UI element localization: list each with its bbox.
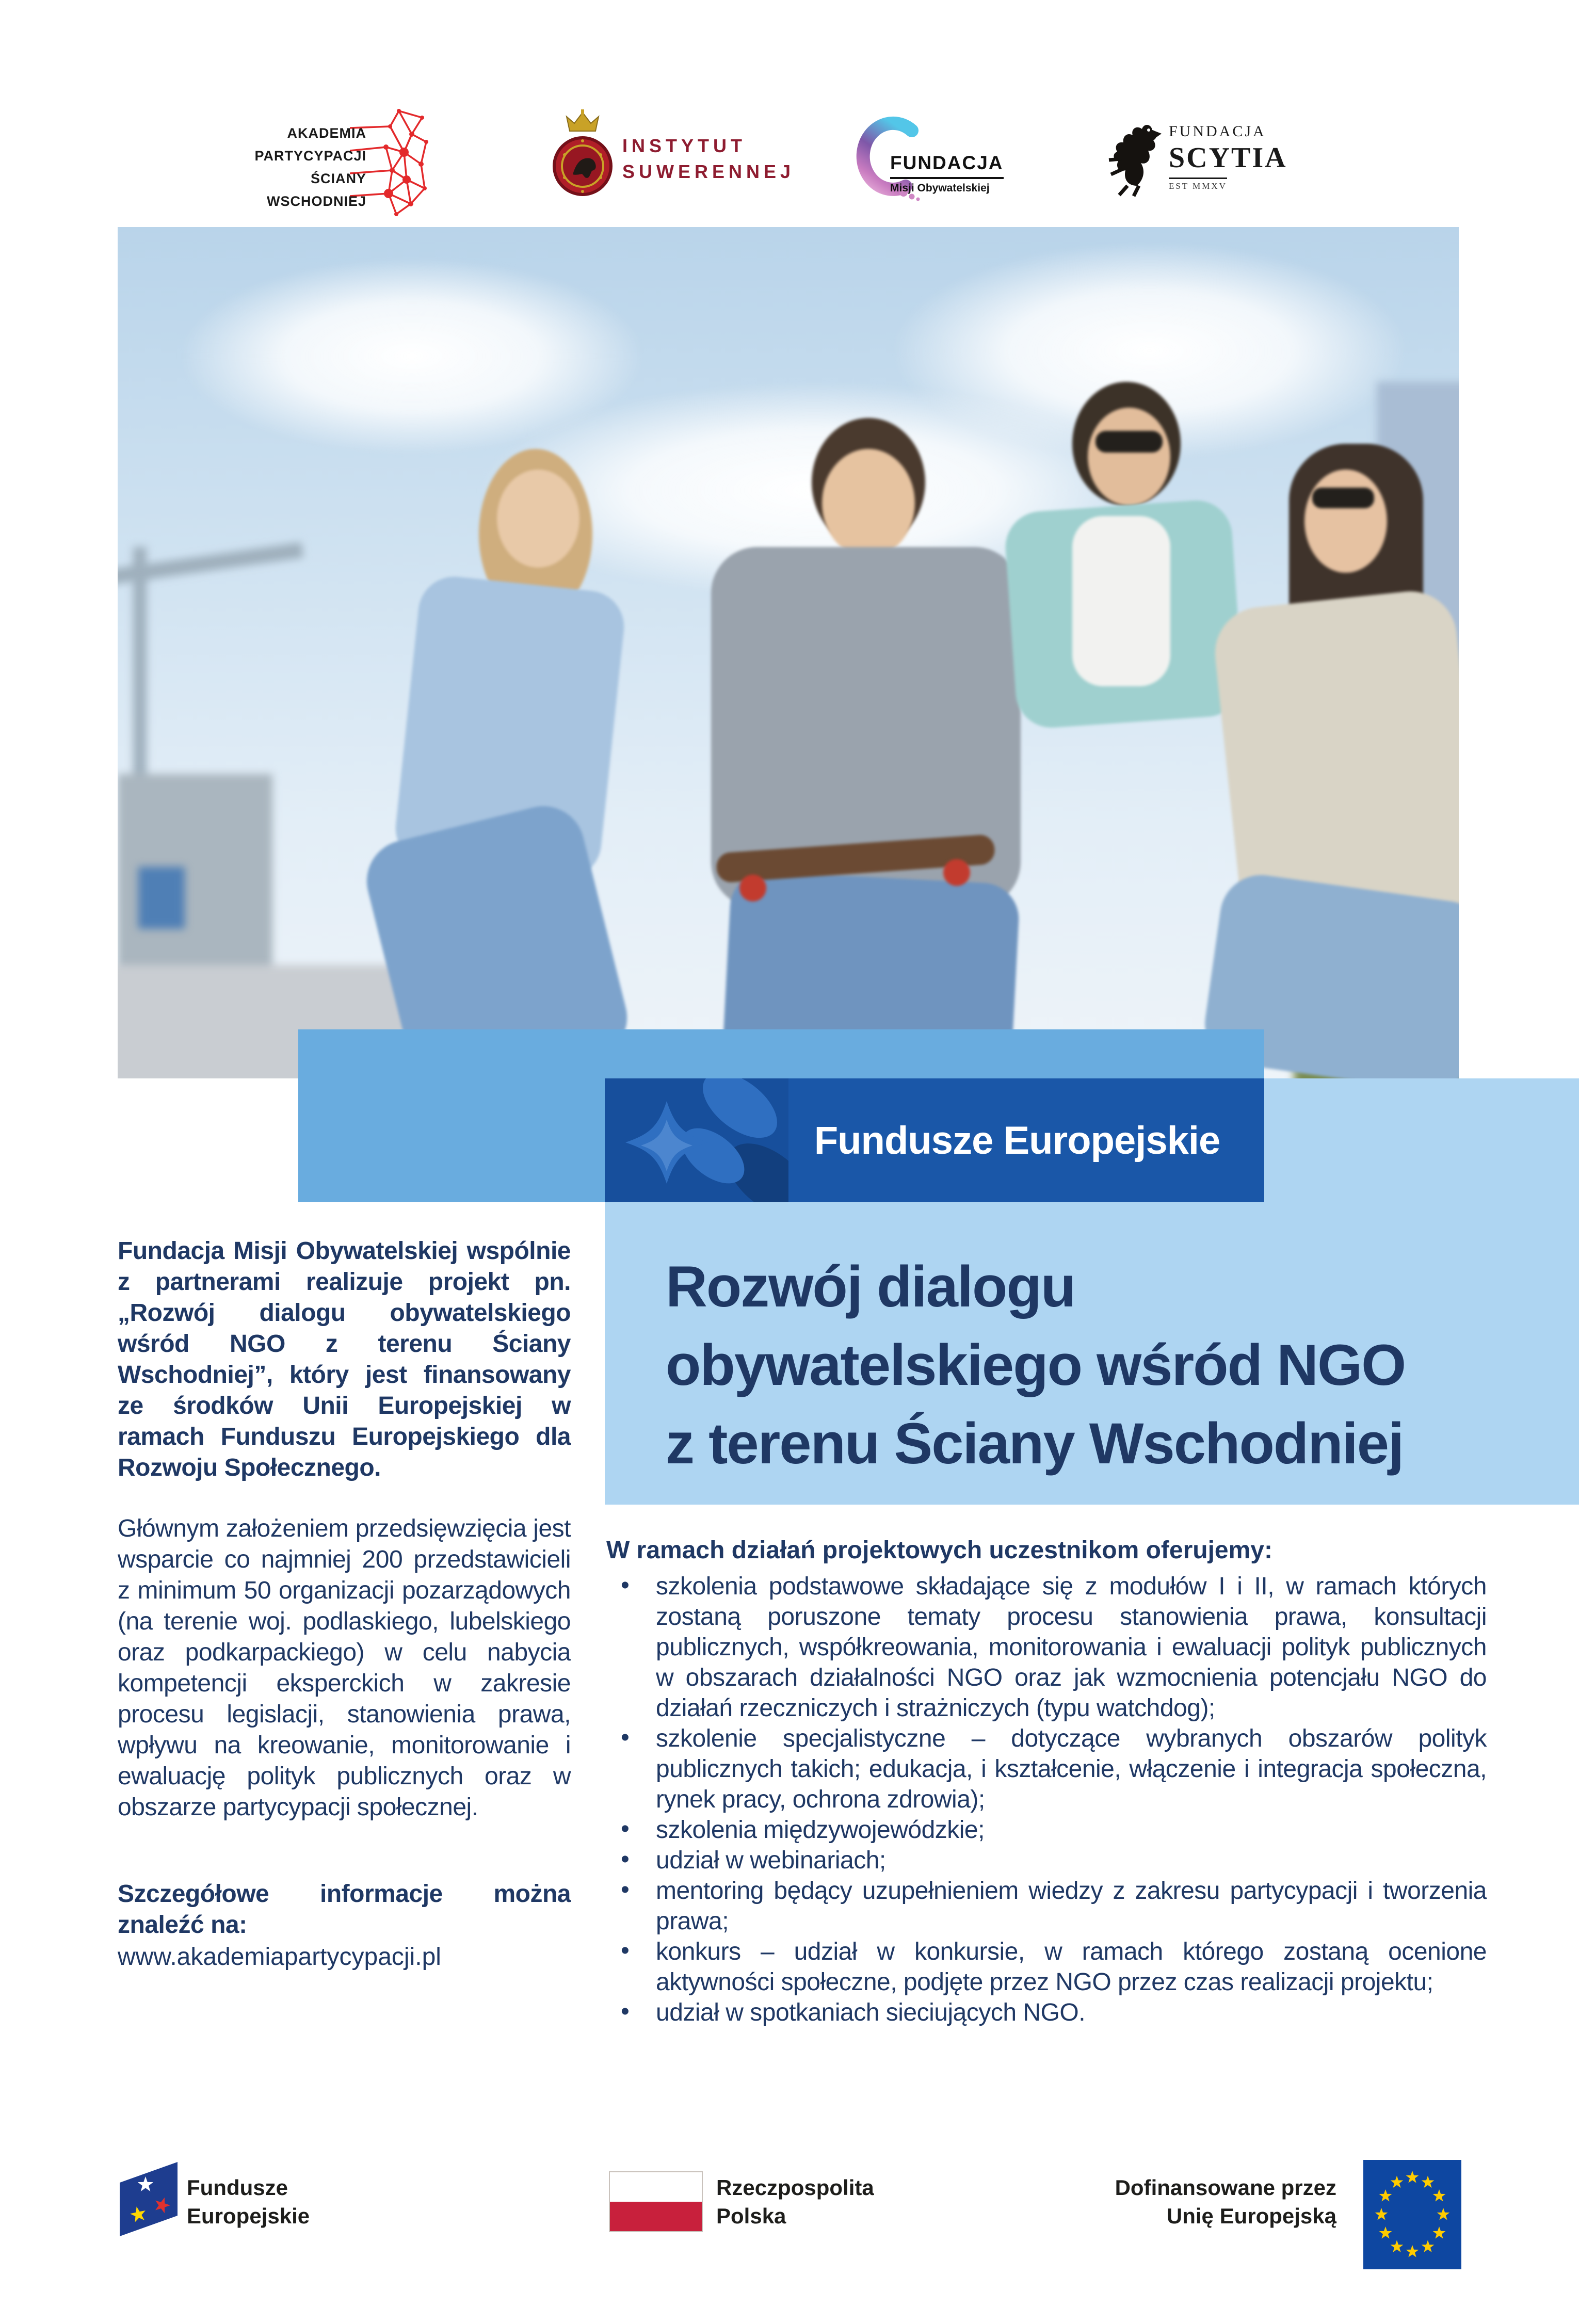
logo-fundacja-misji [854, 116, 1009, 209]
logo-instytut-text: INSTYTUT SUWERENNEJ [622, 135, 795, 182]
logo-fundacja-misji-text: FUNDACJA Misji Obywatelskiej [890, 152, 1004, 194]
offer-list [606, 1571, 1487, 2028]
offer-item: • szkolenia międzywojewódzkie; [606, 1815, 1487, 1845]
page-title-line: obywatelskiego wśród NGO [666, 1333, 1406, 1397]
logo-instytut-suwerennej [551, 108, 795, 212]
more-info-label: Szczegółowe informacje można znaleźć na: [118, 1880, 571, 1939]
intro-paragraph-2: Głównym założeniem przedsięwzięcia jest wsparcie co najmniej 200 przedstawicieli z minimum 50 organizacji pozarządowych (na terenie woj. podlaskiego, lubelskiego oraz podkarpackiego) w celu nabycia kompetencji eksperckich w zakresie procesu legislacji, stanowienia prawa, wpływu na kreowanie, monitorowanie i ewaluację polityk publicznych oraz w obszarze partycypacji społecznej. [118, 1515, 571, 1821]
eu-flag-icon [1363, 2160, 1461, 2269]
page-title-line: z terenu Ściany Wschodniej [666, 1411, 1404, 1476]
footer-fe-label: Fundusze Europejskie [187, 2175, 310, 2228]
griffin-icon [1097, 108, 1166, 201]
crest-icon [551, 108, 614, 204]
offer-item: • szkolenia podstawowe składające się z modułów I i II, w ramach których zostaną poruszone tematy procesu stanowienia prawa, konsultacji publicznych, współkreowania, monitorowania i ewaluacji polityk publicznych w obszarach działalności NGO oraz jak wzmocnienia potencjału NGO do działań rzeczniczych i strażniczych (typu watchdog); [606, 1571, 1487, 1723]
person-face-shape [822, 449, 915, 557]
sunglasses-shape [1095, 431, 1163, 453]
intro-paragraph-1: Fundacja Misji Obywatelskiej wspólnie z partnerami realizuje projekt pn. „Rozwój dialogu obywatelskiego wśród NGO z terenu Ściany Wschodniej”, który jest finansowany ze środków Unii Europejskiej w ramach Funduszu Europejskiego dla Rozwoju Społecznego. [118, 1237, 571, 1481]
footer-poland-label: Rzeczpospolita Polska [716, 2175, 874, 2228]
footer-eu-label: Dofinansowane przez Unię Europejską [1115, 2175, 1336, 2228]
logo-scytia-text: FUNDACJA SCYTIA EST MMXV [1169, 123, 1287, 191]
offer-item: • szkolenie specjalistyczne – dotyczące wybranych obszarów polityk publicznych takich; edukacja, i kształcenie, włączenie i integracja społeczna, rynek pracy, ochrona zdrowia); [606, 1723, 1487, 1815]
banner-label: Fundusze Europejskie [814, 1118, 1220, 1163]
photo-young-people [118, 227, 1459, 1078]
offer-item: • mentoring będący uzupełnieniem wiedzy z zakresu partycypacji i tworzenia prawa; [606, 1876, 1487, 1936]
offer-heading: W ramach działań projektowych uczestnikom oferujemy: [606, 1537, 1272, 1564]
page-title-line: Rozwój dialogu [666, 1254, 1075, 1319]
offer-item: • konkurs – udział w konkursie, w ramach którego zostaną ocenione aktywności społeczne, podjęte przez NGO przez czas realizacji projektu; [606, 1936, 1487, 1997]
poland-flag-icon [609, 2171, 703, 2232]
offer-item: • udział w webinariach; [606, 1845, 1487, 1876]
person-face-shape [1304, 470, 1387, 573]
fundusze-europejskie-banner [605, 1078, 1264, 1202]
person-tshirt-shape [1072, 516, 1170, 686]
offer-item: • udział w spotkaniach sieciujących NGO. [606, 1997, 1487, 2028]
person-face-shape [497, 470, 579, 568]
skateboard-wheel-shape [943, 859, 970, 886]
offer-section [606, 1535, 1487, 2028]
fe-stars-graphic-icon [605, 1078, 788, 1202]
sunglasses-shape [1312, 488, 1374, 508]
person-face-shape [1088, 408, 1170, 506]
building-window-shape [138, 867, 185, 929]
page-title [666, 1248, 1405, 1483]
logo-akademia-partycypacji [254, 103, 427, 222]
intro-column [118, 1236, 571, 1973]
skateboard-wheel-shape [739, 875, 766, 901]
fundusze-europejskie-flag-icon [120, 2162, 178, 2236]
project-website-link[interactable]: www.akademiapartycypacji.pl [118, 1943, 441, 1971]
logo-akademia-text: AKADEMIA PARTYCYPACJI ŚCIANY WSCHODNIEJ [254, 125, 366, 209]
logo-fundacja-scytia [1097, 108, 1287, 206]
